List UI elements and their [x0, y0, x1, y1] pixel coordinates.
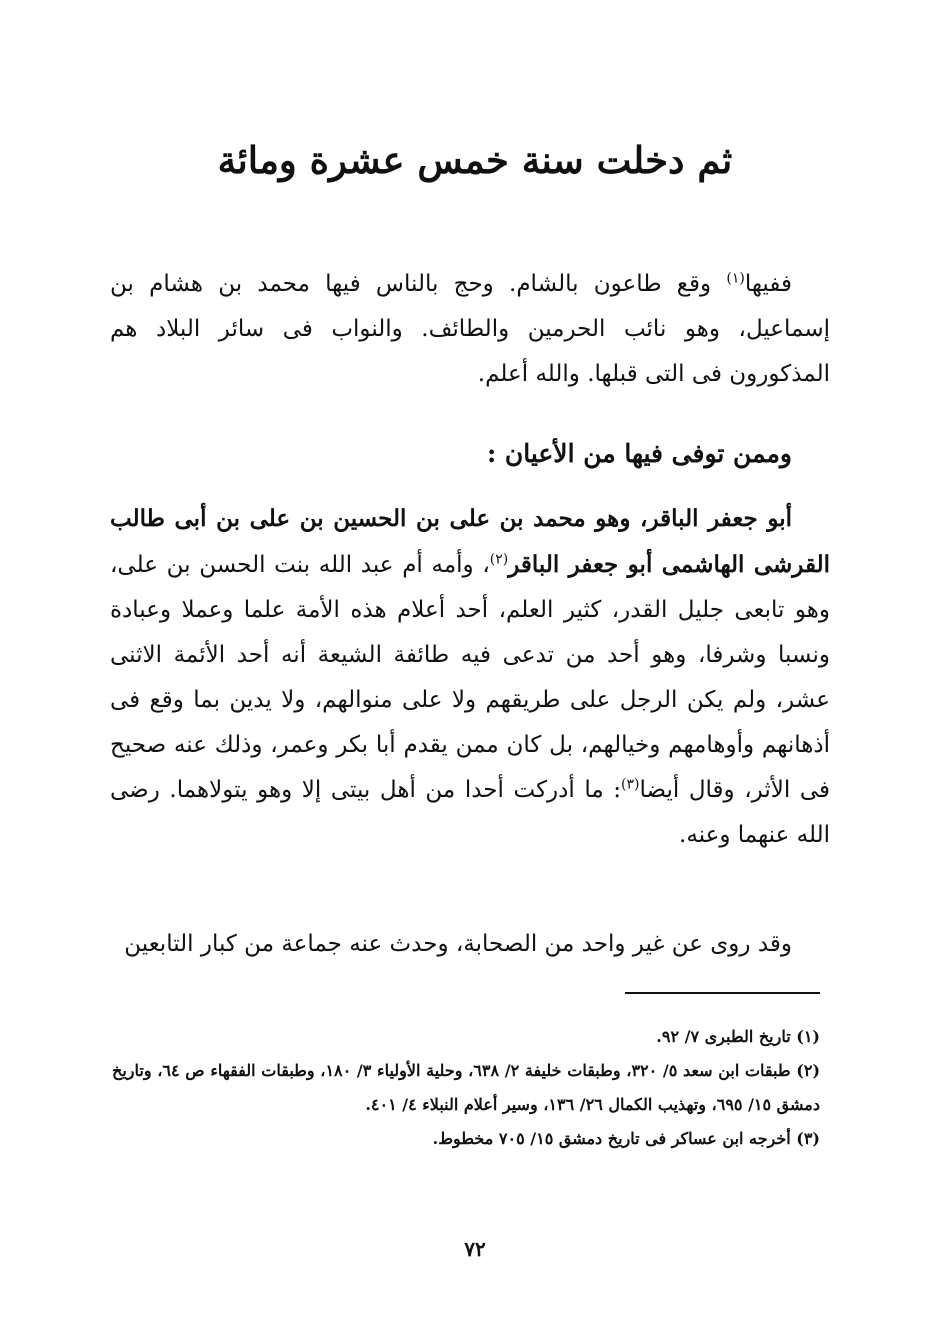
footnote-mark-3: (٣)	[621, 776, 640, 793]
intro-paragraph	[110, 262, 830, 397]
biography-block	[110, 496, 830, 858]
footnote-3: (٣) أخرجه ابن عساكر فى تاريخ دمشق ١٥/ ٧٠٥ مخطوط.	[432, 1129, 820, 1148]
biography-text: ، وأمه أم عبد الله بنت الحسن بن على، وهو تابعى جليل القدر، كثير العلم، أحد أعلام هذه الأمة علما وعملا وعبادة ونسبا وشرفا، وهو أحد من تدعى فيه طائفة الشيعة أنه أحد الأئمة الاثنى عشر، ولم يكن الرجل على طريقهم ولا على منوالهم، ولا يدين بما وقع فى أذهانهم وأوهامهم وخيالهم، بل كان ممن يقدم أبا بكر وعمر، وذلك عنه صحيح فى الأثر، وقال أيضا	[110, 552, 830, 803]
deaths-heading: وممن توفى فيها من الأعيان :	[486, 439, 792, 468]
footnote-mark-2: (٢)	[489, 551, 509, 568]
footnote-2: (٢) طبقات ابن سعد ٥/ ٣٢٠، وطبقات خليفة ٢/ ٦٣٨، وحلية الأولياء ٣/ ١٨٠، وطبقات الفقهاء ص ٦٤، وتاريخ دمشق ١٥/ ٦٩٥، وتهذيب الكمال ٢٦/ ١٣٦، وسير أعلام النبلاء ٤/ ٤٠١.	[112, 1061, 821, 1114]
chapter-title: ثم دخلت سنة خمس عشرة ومائة	[217, 138, 733, 182]
biography-paragraph	[110, 496, 830, 858]
biography-quote: : ما أدركت أحدا من أهل بيتى إلا وهو يتولاهما. رضى الله عنهما وعنه.	[110, 777, 830, 848]
page-number: ٧٢	[464, 1237, 486, 1261]
last-paragraph: وقد روى عن غير واحد من الصحابة، وحدث عنه جماعة من كبار التابعين	[124, 931, 792, 957]
intro-text-start: ففيها	[744, 271, 792, 297]
intro-block	[110, 262, 830, 397]
footnotes	[112, 1020, 820, 1156]
intro-text-rest: وقع طاعون بالشام. وحج بالناس فيها محمد بن هشام بن إسماعيل، وهو نائب الحرمين والطائف. والنواب فى سائر البلاد هم المذكورون فى التى قبلها. والله أعلم.	[110, 271, 830, 387]
last-paragraph-block	[110, 922, 830, 967]
deaths-heading-block	[110, 426, 830, 482]
biography-name: أبو جعفر الباقر، وهو محمد بن على بن الحسين بن على بن أبى طالب القرشى الهاشمى أبو جعفر الباقر	[110, 505, 830, 578]
footnote-mark-1: (١)	[726, 270, 745, 287]
footnote-1: (١) تاريخ الطبرى ٧/ ٩٢.	[656, 1027, 820, 1046]
footnote-separator	[625, 992, 820, 994]
